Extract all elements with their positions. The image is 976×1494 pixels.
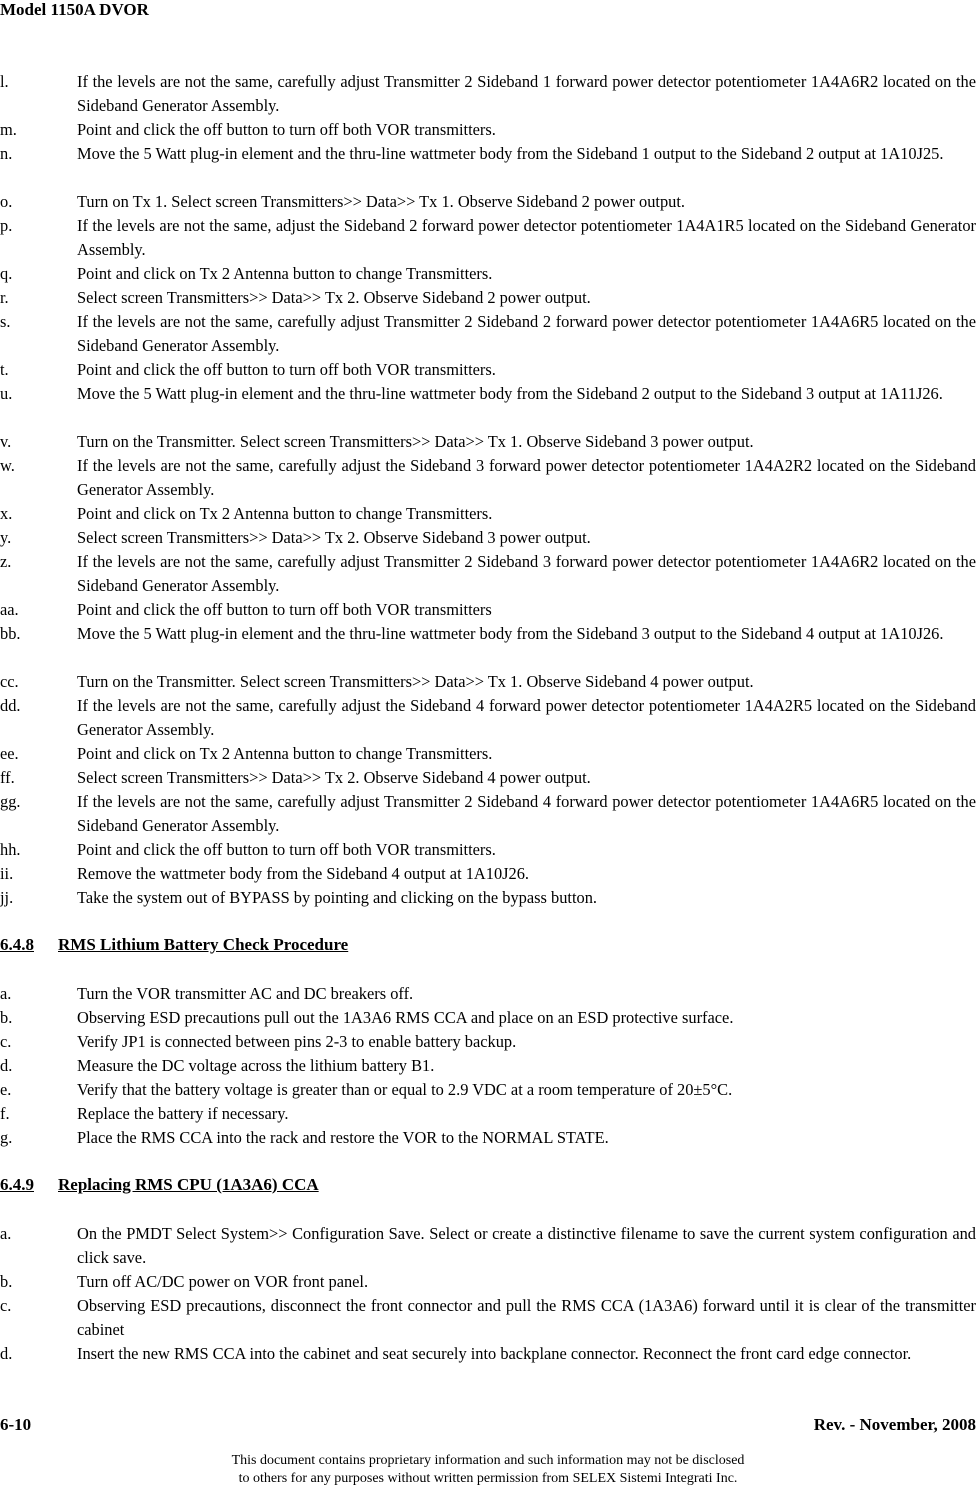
step-label: l. (0, 72, 9, 91)
step-label: d. (0, 1344, 13, 1363)
step-label: q. (0, 264, 13, 283)
step-b (0, 1006, 976, 1030)
step-text: Point and click the off button to turn off both VOR transmitters. (77, 120, 496, 139)
step-text: Observing ESD precautions, disconnect the front connector and pull the RMS CCA (1A3A6) forward until it is clear of the transmitter cabinet (77, 1296, 976, 1339)
step-f (0, 1102, 976, 1126)
step-aa (0, 598, 976, 622)
step-text: If the levels are not the same, carefully adjust Transmitter 2 Sideband 1 forward power detector potentiometer 1A4A6R2 located on the Sideband Generator Assembly. (77, 72, 976, 115)
step-l (0, 70, 976, 118)
step-v (0, 430, 976, 454)
step-text: Place the RMS CCA into the rack and restore the VOR to the NORMAL STATE. (77, 1128, 609, 1147)
step-text: Take the system out of BYPASS by pointing and clicking on the bypass button. (77, 888, 597, 907)
step-label: bb. (0, 624, 21, 643)
step-label: p. (0, 216, 13, 235)
step-a (0, 1222, 976, 1270)
step-text: Point and click the off button to turn off both VOR transmitters (77, 600, 492, 619)
step-q (0, 262, 976, 286)
step-text: On the PMDT Select System>> Configuration Save. Select or create a distinctive filename to save the current system configuration and click save. (77, 1224, 976, 1267)
step-text: Point and click on Tx 2 Antenna button to change Transmitters. (77, 264, 493, 283)
step-ii (0, 862, 976, 886)
step-label: jj. (0, 888, 14, 907)
step-text: Select screen Transmitters>> Data>> Tx 2. Observe Sideband 2 power output. (77, 288, 591, 307)
step-label: d. (0, 1056, 13, 1075)
document-header: Model 1150A DVOR (0, 0, 149, 19)
step-text: If the levels are not the same, carefully adjust the Sideband 4 forward power detector potentiometer 1A4A2R5 located on the Sideband Generator Assembly. (77, 696, 976, 739)
step-text: Select screen Transmitters>> Data>> Tx 2. Observe Sideband 3 power output. (77, 528, 591, 547)
step-text: Verify that the battery voltage is greater than or equal to 2.9 VDC at a room temperature of 20±5°C. (77, 1080, 733, 1099)
step-t (0, 358, 976, 382)
step-label: gg. (0, 792, 21, 811)
step-text: If the levels are not the same, adjust the Sideband 2 forward power detector potentiometer 1A4A1R5 located on the Sideband Generator Assembly. (77, 216, 976, 259)
step-label: ee. (0, 744, 19, 763)
step-text: Select screen Transmitters>> Data>> Tx 2. Observe Sideband 4 power output. (77, 768, 591, 787)
step-label: z. (0, 552, 12, 571)
step-bb (0, 622, 976, 646)
step-text: Move the 5 Watt plug-in element and the thru-line wattmeter body from the Sideband 2 output to the Sideband 3 output at 1A11J26. (77, 384, 943, 403)
step-label: b. (0, 1008, 13, 1027)
step-text: Move the 5 Watt plug-in element and the thru-line wattmeter body from the Sideband 1 output to the Sideband 2 output at 1A10J25. (77, 144, 944, 163)
step-b (0, 1270, 976, 1294)
step-label: u. (0, 384, 13, 403)
step-cc (0, 670, 976, 694)
step-label: ii. (0, 864, 14, 883)
step-label: aa. (0, 600, 19, 619)
revision-date: Rev. - November, 2008 (813, 1415, 976, 1434)
step-label: f. (0, 1104, 10, 1123)
step-r (0, 286, 976, 310)
step-label: v. (0, 432, 12, 451)
step-text: Observing ESD precautions pull out the 1A3A6 RMS CCA and place on an ESD protective surface. (77, 1008, 734, 1027)
step-w (0, 454, 976, 502)
step-label: w. (0, 456, 15, 475)
page-number: 6-10 (0, 1415, 32, 1434)
section-heading-649 (0, 1174, 319, 1196)
step-text: Turn off AC/DC power on VOR front panel. (77, 1272, 369, 1291)
notice-line: This document contains proprietary information and such information may not be disclosed (231, 1453, 745, 1468)
section-title: Replacing RMS CPU (1A3A6) CCA (58, 1175, 319, 1194)
step-ee (0, 742, 976, 766)
step-o (0, 190, 976, 214)
step-text: If the levels are not the same, carefully adjust Transmitter 2 Sideband 3 forward power detector potentiometer 1A4A6R2 located on the Sideband Generator Assembly. (77, 552, 976, 595)
step-g (0, 1126, 976, 1150)
step-label: o. (0, 192, 13, 211)
step-text: Point and click the off button to turn off both VOR transmitters. (77, 360, 496, 379)
step-hh (0, 838, 976, 862)
step-label: m. (0, 120, 17, 139)
step-ff (0, 766, 976, 790)
step-dd (0, 694, 976, 742)
step-d (0, 1054, 976, 1078)
step-text: Turn on Tx 1. Select screen Transmitters>> Data>> Tx 1. Observe Sideband 2 power output. (77, 192, 685, 211)
step-text: Point and click the off button to turn off both VOR transmitters. (77, 840, 496, 859)
section-title: RMS Lithium Battery Check Procedure (58, 935, 349, 954)
step-label: b. (0, 1272, 13, 1291)
step-text: If the levels are not the same, carefully adjust Transmitter 2 Sideband 4 forward power detector potentiometer 1A4A6R5 located on the Sideband Generator Assembly. (77, 792, 976, 835)
proprietary-notice (0, 1452, 976, 1488)
step-text: Turn on the Transmitter. Select screen Transmitters>> Data>> Tx 1. Observe Sideband 3 power output. (77, 432, 754, 451)
step-c (0, 1294, 976, 1342)
step-s (0, 310, 976, 358)
step-text: Point and click on Tx 2 Antenna button to change Transmitters. (77, 504, 493, 523)
step-u (0, 382, 976, 406)
step-a (0, 982, 976, 1006)
step-label: dd. (0, 696, 21, 715)
notice-line: to others for any purposes without written permission from SELEX Sistemi Integrati Inc. (238, 1471, 738, 1486)
step-text: Replace the battery if necessary. (77, 1104, 289, 1123)
step-label: a. (0, 984, 12, 1003)
step-y (0, 526, 976, 550)
step-text: Point and click on Tx 2 Antenna button to change Transmitters. (77, 744, 493, 763)
step-label: c. (0, 1296, 12, 1315)
step-d (0, 1342, 976, 1366)
step-c (0, 1030, 976, 1054)
section-heading-648 (0, 934, 348, 956)
step-e (0, 1078, 976, 1102)
step-label: e. (0, 1080, 12, 1099)
step-text: Measure the DC voltage across the lithium battery B1. (77, 1056, 435, 1075)
step-x (0, 502, 976, 526)
step-p (0, 214, 976, 262)
step-label: n. (0, 144, 13, 163)
step-label: y. (0, 528, 12, 547)
step-label: t. (0, 360, 9, 379)
step-text: Remove the wattmeter body from the Sideband 4 output at 1A10J26. (77, 864, 530, 883)
step-z (0, 550, 976, 598)
step-text: If the levels are not the same, carefully adjust Transmitter 2 Sideband 2 forward power detector potentiometer 1A4A6R5 located on the Sideband Generator Assembly. (77, 312, 976, 355)
step-text: Move the 5 Watt plug-in element and the thru-line wattmeter body from the Sideband 3 output to the Sideband 4 output at 1A10J26. (77, 624, 944, 643)
step-label: s. (0, 312, 11, 331)
step-text: Turn on the Transmitter. Select screen Transmitters>> Data>> Tx 1. Observe Sideband 4 power output. (77, 672, 754, 691)
step-label: c. (0, 1032, 12, 1051)
step-label: r. (0, 288, 9, 307)
step-text: Verify JP1 is connected between pins 2-3 to enable battery backup. (77, 1032, 517, 1051)
section-number: 6.4.8 (0, 935, 34, 954)
step-m (0, 118, 976, 142)
step-label: g. (0, 1128, 13, 1147)
step-label: a. (0, 1224, 12, 1243)
step-text: Insert the new RMS CCA into the cabinet and seat securely into backplane connector. Reconnect the front card edge connector. (77, 1344, 912, 1363)
step-n (0, 142, 976, 166)
step-label: ff. (0, 768, 15, 787)
step-text: If the levels are not the same, carefully adjust the Sideband 3 forward power detector potentiometer 1A4A2R2 located on the Sideband Generator Assembly. (77, 456, 976, 499)
step-label: hh. (0, 840, 21, 859)
step-label: x. (0, 504, 13, 523)
step-gg (0, 790, 976, 838)
step-jj (0, 886, 976, 910)
section-number: 6.4.9 (0, 1175, 34, 1194)
step-label: cc. (0, 672, 19, 691)
step-text: Turn the VOR transmitter AC and DC breakers off. (77, 984, 414, 1003)
